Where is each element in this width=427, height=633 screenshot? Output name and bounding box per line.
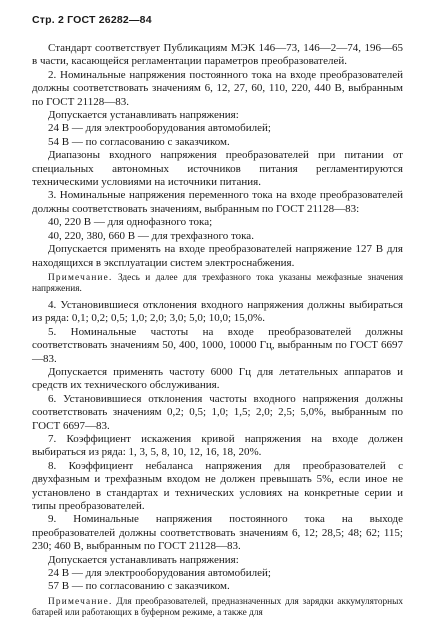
note-phase-voltages xyxy=(32,273,403,296)
paragraph-item-6: 6. Установившиеся отклонения частоты входного напряжения должны соответствовать значениям 0,2; 0,5; 1,0; 1,5; 2,0; 2,5; 5,0%, выбранным по ГОСТ 6697—83. xyxy=(32,392,403,432)
paragraph-item-2: 2. Номинальные напряжения постоянного тока на входе преобразователей должны соответствовать значениям 6, 12, 27, 60, 110, 220, 440 В, выбранным по ГОСТ 21128—83. xyxy=(32,68,403,108)
paragraph-input-ranges: Диапазоны входного напряжения преобразователей при питании от специальных автономных источников питания регламентируются техническими условиями на источники питания. xyxy=(32,149,403,189)
note-text: Здесь и далее для трехфазного тока указаны межфазные значения напряжения. xyxy=(32,272,403,295)
paragraph-24v-automotive-output: 24 В — для электрооборудования автомобилей; xyxy=(48,567,271,580)
paragraph-item-5: 5. Номинальные частоты на входе преобразователей должны соответствовать значениям 50, 400, 1000, 10000 Гц, выбранным по ГОСТ 6697—83. xyxy=(32,325,403,365)
document-body xyxy=(32,42,403,620)
paragraph-item-3: 3. Номинальные напряжения переменного тока на входе преобразователей должны соответствовать значениям, выбранным по ГОСТ 21128—83: xyxy=(32,189,403,215)
paragraph-item-4: 4. Установившиеся отклонения входного напряжения должны выбираться из ряда: 0,1; 0,2; 0,5; 1,0; 2,0; 3,0; 5,0; 10,0; 15,0%. xyxy=(32,298,403,325)
paragraph-standard-compliance: Стандарт соответствует Публикациям МЭК 146—73, 146—2—74, 196—65 в части, касающейся регламентации параметров преобразователей. xyxy=(32,42,403,68)
paragraph-allowed-voltages: Допускается устанавливать напряжения: xyxy=(48,109,239,122)
paragraph-item-8: 8. Коэффициент небаланса напряжения для преобразователей с двухфазным и трехфазным входом не должен превышать 5%, если иное не установлено в стандартах и технических условиях на конкретные серии и типы преобразователей. xyxy=(32,459,403,512)
paragraph-24v-automotive: 24 В — для электрооборудования автомобилей; xyxy=(48,122,271,135)
paragraph-54v-customer: 54 В — по согласованию с заказчиком. xyxy=(48,135,230,148)
note-label: Примечание. xyxy=(48,272,113,283)
note-battery-charging xyxy=(32,597,403,620)
paragraph-item-9: 9. Номинальные напряжения постоянного тока на выходе преобразователей должны соответствовать значениям 6, 12; 28,5; 48; 62; 115; 230; 460 В, выбранным по ГОСТ 21128—83. xyxy=(32,513,403,553)
paragraph-single-phase: 40, 220 В — для однофазного тока; xyxy=(48,216,213,229)
page-header: Стр. 2 ГОСТ 26282—84 xyxy=(32,14,152,26)
paragraph-item-7: 7. Коэффициент искажения кривой напряжения на входе должен выбираться из ряда: 1, 3, 5, 8, 10, 12, 16, 18, 20%. xyxy=(32,432,403,459)
paragraph-allowed-voltages-output: Допускается устанавливать напряжения: xyxy=(48,553,239,566)
paragraph-6000hz: Допускается применять частоту 6000 Гц для летательных аппаратов и средств их технического обслуживания. xyxy=(32,365,403,392)
paragraph-57v-customer: 57 В — по согласованию с заказчиком. xyxy=(48,580,230,593)
note-label: Примечание. xyxy=(48,596,113,607)
paragraph-127v: Допускается применять на входе преобразователей напряжение 127 В для находящихся в эксплуатации систем электроснабжения. xyxy=(32,243,403,269)
paragraph-three-phase: 40, 220, 380, 660 В — для трехфазного тока. xyxy=(48,229,254,242)
note-text: Для преобразователей, предназначенных для зарядки аккумуляторных батарей или работающих в буферном режиме, а также для xyxy=(32,596,403,619)
